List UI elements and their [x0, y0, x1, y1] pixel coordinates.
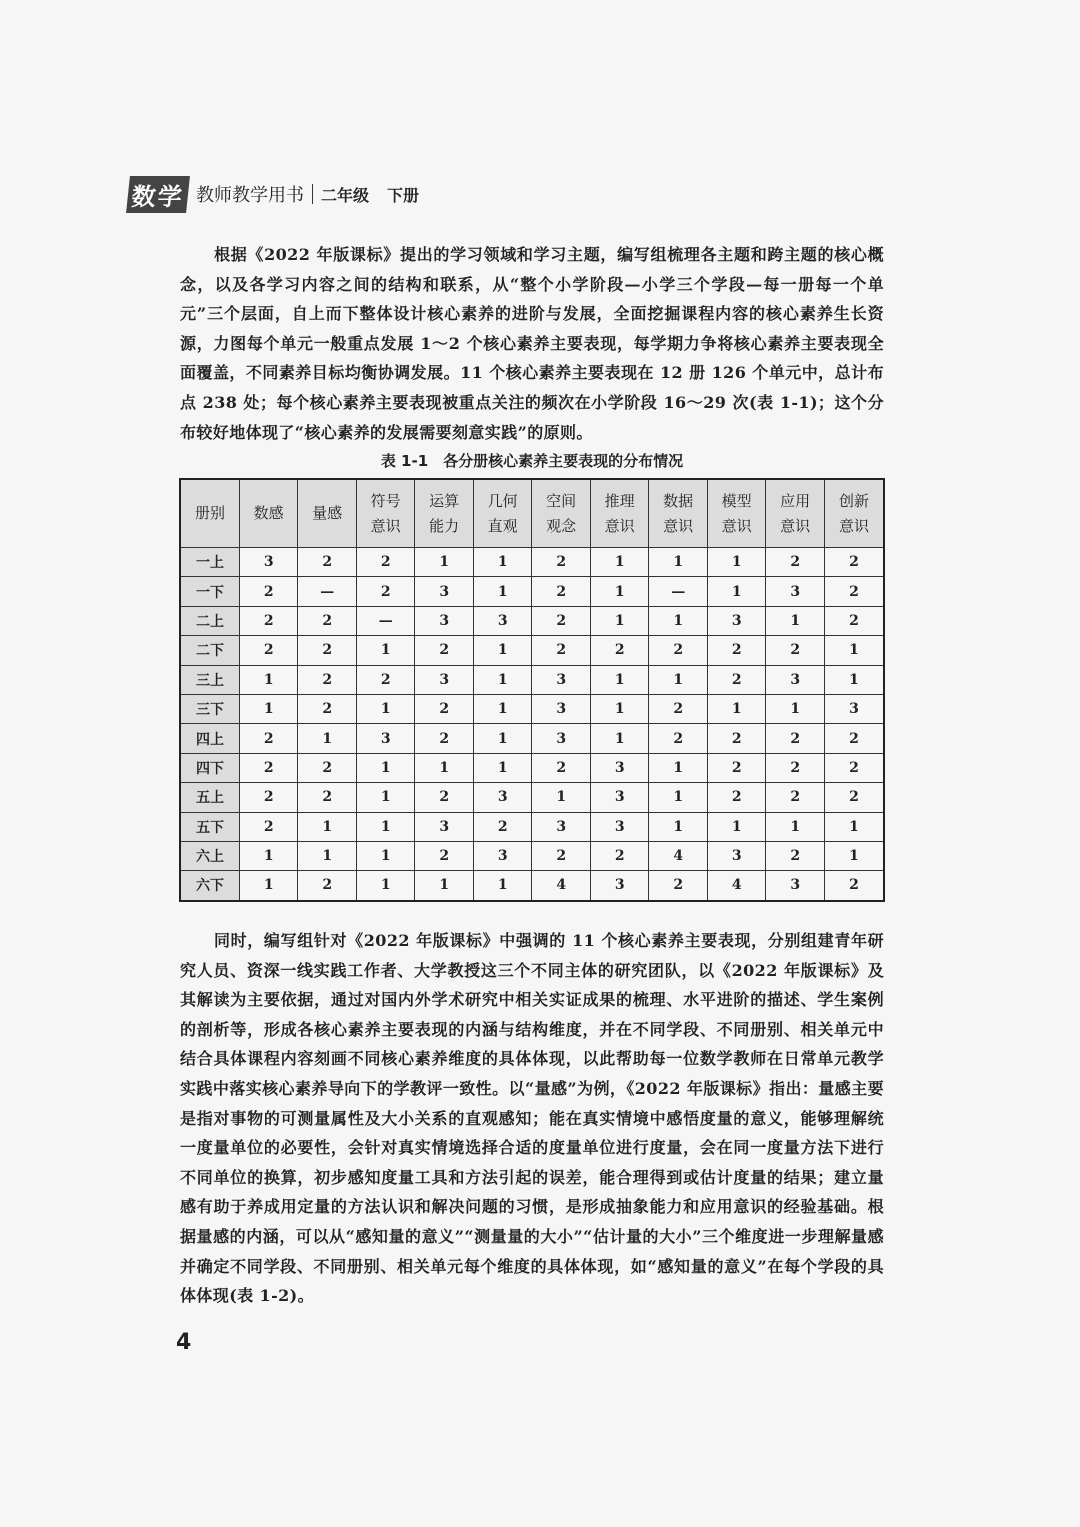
- table-cell: 2: [707, 783, 766, 812]
- column-header-line: 意识: [838, 516, 869, 535]
- table-cell: 2: [766, 783, 825, 812]
- table-cell: 1: [824, 665, 884, 694]
- volume-label: 下册: [387, 185, 420, 205]
- table-cell: 2: [298, 606, 357, 635]
- table-cell: 2: [824, 724, 884, 753]
- table-cell: 2: [415, 783, 474, 812]
- table-cell: 1: [707, 812, 766, 841]
- table-cell: 2: [415, 724, 474, 753]
- column-header: [415, 479, 474, 548]
- table-cell: 2: [532, 606, 591, 635]
- table-cell: 1: [766, 812, 825, 841]
- table-cell: 2: [766, 724, 825, 753]
- row-header-cell: 一上: [180, 548, 239, 577]
- table-cell: 3: [532, 812, 591, 841]
- table-row: [180, 724, 884, 753]
- column-header: [298, 479, 357, 548]
- table-cell: 2: [415, 841, 474, 870]
- column-header-line: 数据: [663, 491, 694, 510]
- column-header: [707, 479, 766, 548]
- table-cell: 2: [239, 606, 298, 635]
- table-row: [180, 812, 884, 841]
- table-cell: 2: [298, 753, 357, 782]
- table-cell: 2: [707, 665, 766, 694]
- column-header-line: 运算: [429, 491, 460, 510]
- table-cell: 1: [415, 548, 474, 577]
- table-cell: 1: [473, 753, 532, 782]
- table-cell: 3: [707, 841, 766, 870]
- table-cell: 3: [590, 753, 649, 782]
- table-cell: 1: [473, 548, 532, 577]
- table-row: [180, 871, 884, 901]
- table-cell: 2: [356, 577, 415, 606]
- table-cell: 3: [707, 606, 766, 635]
- table-cell: 1: [356, 694, 415, 723]
- table-cell: 2: [649, 694, 708, 723]
- table-cell: 3: [532, 694, 591, 723]
- table-cell: 2: [298, 783, 357, 812]
- table-cell: 2: [415, 694, 474, 723]
- column-header-line: 量感: [312, 504, 343, 522]
- table-cell: 2: [239, 636, 298, 665]
- table-cell: 2: [298, 694, 357, 723]
- table-cell: 4: [532, 871, 591, 901]
- table-cell: —: [298, 577, 357, 606]
- book-logo: 数学: [126, 176, 190, 213]
- table-cell: 1: [415, 871, 474, 901]
- table-cell: 2: [824, 783, 884, 812]
- column-header-line: 应用: [780, 491, 811, 510]
- table-row: [180, 665, 884, 694]
- row-header-cell: 二上: [180, 606, 239, 635]
- table-cell: 1: [239, 694, 298, 723]
- column-header-line: 意识: [721, 516, 752, 535]
- table-cell: 1: [649, 753, 708, 782]
- table-row: [180, 606, 884, 635]
- table-cell: 2: [532, 636, 591, 665]
- table-cell: 2: [473, 812, 532, 841]
- column-header-line: 能力: [429, 516, 460, 535]
- table-cell: 1: [473, 871, 532, 901]
- distribution-table: [179, 478, 885, 902]
- table-row: [180, 753, 884, 782]
- table-cell: 2: [532, 753, 591, 782]
- table-row: [180, 694, 884, 723]
- table-cell: 2: [766, 636, 825, 665]
- table-cell: 1: [532, 783, 591, 812]
- table-cell: 2: [356, 548, 415, 577]
- table-cell: 2: [298, 548, 357, 577]
- running-header: [128, 176, 419, 212]
- column-header: [356, 479, 415, 548]
- table-cell: 3: [415, 665, 474, 694]
- header-divider: [312, 184, 313, 204]
- table-cell: 2: [298, 871, 357, 901]
- row-header-cell: 四上: [180, 724, 239, 753]
- table-cell: 1: [649, 783, 708, 812]
- table-cell: 1: [707, 548, 766, 577]
- table-cell: 1: [473, 665, 532, 694]
- row-header-cell: 三上: [180, 665, 239, 694]
- column-header-line: 空间: [546, 491, 577, 510]
- row-header-cell: 三下: [180, 694, 239, 723]
- table-cell: 1: [473, 636, 532, 665]
- table-cell: 1: [473, 694, 532, 723]
- column-header-line: 推理: [604, 491, 635, 510]
- table-cell: 1: [766, 694, 825, 723]
- column-header-line: 模型: [721, 491, 752, 510]
- table-cell: 2: [356, 665, 415, 694]
- column-header-line: 意识: [780, 516, 811, 535]
- table-cell: 3: [473, 783, 532, 812]
- table-cell: 1: [298, 724, 357, 753]
- row-header-cell: 五下: [180, 812, 239, 841]
- table-cell: 2: [532, 841, 591, 870]
- table-cell: 2: [239, 577, 298, 606]
- row-header-cell: 一下: [180, 577, 239, 606]
- table-cell: 2: [649, 724, 708, 753]
- table-row: [180, 841, 884, 870]
- table-cell: 3: [239, 548, 298, 577]
- table-cell: 2: [298, 636, 357, 665]
- table-cell: 2: [824, 548, 884, 577]
- table-cell: 3: [532, 724, 591, 753]
- table-cell: 1: [590, 548, 649, 577]
- body-paragraph-1: 根据《2022 年版课标》提出的学习领域和学习主题，编写组梳理各主题和跨主题的核心概念，以及各学习内容之间的结构和联系，从“整个小学阶段—小学三个学段—每一册每一个单元”三个层面，自上而下整体设计核心素养的进阶与发展，全面挖掘课程内容的核心素养生长资源，力图每个单元一般重点发展 1～2 个核心素养主要表现，每学期力争将核心素养主要表现全面覆盖，不同素养目标均衡协调发展。11 个核心素养主要表现在 12 册 126 个单元中，总计布点 238 处；每个核心素养主要表现被重点关注的频次在小学阶段 16～29 次(表 1-1)；这个分布较好地体现了“核心素养的发展需要刻意实践”的原则。: [180, 245, 884, 442]
- table-cell: 1: [356, 783, 415, 812]
- table-cell: 2: [824, 753, 884, 782]
- table-cell: 3: [766, 577, 825, 606]
- table-cell: 2: [415, 636, 474, 665]
- table-cell: 3: [415, 812, 474, 841]
- column-header-line: 直观: [487, 516, 518, 535]
- table-cell: 1: [649, 606, 708, 635]
- table-cell: 1: [824, 636, 884, 665]
- table-cell: 1: [239, 871, 298, 901]
- table-row: [180, 636, 884, 665]
- table-row: [180, 577, 884, 606]
- table-cell: 1: [766, 606, 825, 635]
- column-header-line: 创新: [838, 491, 869, 510]
- column-header-line: 册别: [194, 504, 225, 522]
- column-header-line: 几何: [487, 491, 518, 510]
- table-cell: 1: [707, 577, 766, 606]
- table-cell: 1: [415, 753, 474, 782]
- row-header-cell: 六上: [180, 841, 239, 870]
- table-cell: 1: [356, 812, 415, 841]
- table-cell: 1: [707, 694, 766, 723]
- column-header: [180, 479, 239, 548]
- table-cell: 2: [239, 812, 298, 841]
- table-cell: 3: [590, 783, 649, 812]
- table-cell: 2: [239, 783, 298, 812]
- table-cell: 2: [824, 606, 884, 635]
- column-header: [473, 479, 532, 548]
- table-cell: 2: [707, 724, 766, 753]
- table-cell: 2: [649, 871, 708, 901]
- table-cell: 1: [356, 753, 415, 782]
- row-header-cell: 六下: [180, 871, 239, 901]
- table-cell: 1: [298, 841, 357, 870]
- column-header-line: 意识: [604, 516, 635, 535]
- table-cell: 3: [356, 724, 415, 753]
- column-header: [649, 479, 708, 548]
- column-header-line: 意识: [370, 516, 401, 535]
- table-cell: 4: [649, 841, 708, 870]
- table-cell: 1: [649, 812, 708, 841]
- table-cell: 2: [532, 548, 591, 577]
- table-cell: 1: [356, 871, 415, 901]
- table-cell: 1: [590, 577, 649, 606]
- table-cell: 3: [824, 694, 884, 723]
- row-header-cell: 二下: [180, 636, 239, 665]
- column-header-line: 符号: [370, 491, 401, 510]
- table-cell: 2: [824, 871, 884, 901]
- table-cell: 1: [824, 841, 884, 870]
- table-cell: 1: [649, 548, 708, 577]
- column-header: [590, 479, 649, 548]
- table-cell: 2: [649, 636, 708, 665]
- page-number: 4: [176, 1330, 192, 1355]
- table-cell: —: [649, 577, 708, 606]
- book-title: 教师教学用书: [196, 185, 304, 206]
- table-cell: 3: [590, 871, 649, 901]
- table-cell: 1: [298, 812, 357, 841]
- table-cell: 1: [473, 724, 532, 753]
- table-cell: 1: [239, 665, 298, 694]
- column-header: [824, 479, 884, 548]
- table-cell: 4: [707, 871, 766, 901]
- table-cell: 3: [415, 606, 474, 635]
- table-cell: 2: [239, 753, 298, 782]
- table-cell: 2: [707, 636, 766, 665]
- table-cell: 2: [824, 577, 884, 606]
- table-cell: 2: [239, 724, 298, 753]
- table-cell: 3: [590, 812, 649, 841]
- table-cell: 1: [590, 606, 649, 635]
- body-paragraph-2: 同时，编写组针对《2022 年版课标》中强调的 11 个核心素养主要表现，分别组建青年研究人员、资深一线实践工作者、大学教授这三个不同主体的研究团队，以《2022 年版课标》及其解读为主要依据，通过对国内外学术研究中相关实证成果的梳理、水平进阶的描述、学生案例的剖析等，形成各核心素养主要表现的内涵与结构维度，并在不同学段、不同册别、相关单元中结合具体课程内容刻画不同核心素养维度的具体体现，以此帮助每一位数学教师在日常单元教学实践中落实核心素养导向下的学教评一致性。以“量感”为例，《2022 年版课标》指出：量感主要是指对事物的可测量属性及大小关系的直观感知；能在真实情境中感悟度量的意义，能够理解统一度量单位的必要性，会针对真实情境选择合适的度量单位进行度量，会在同一度量方法下进行不同单位的换算，初步感知度量工具和方法引起的误差，能合理得到或估计度量的结果；建立量感有助于养成用定量的方法认识和解决问题的习惯，是形成抽象能力和应用意识的经验基础。根据量感的内涵，可以从“感知量的意义”“测量量的大小”“估计量的大小”三个维度进一步理解量感并确定不同学段、不同册别、相关单元每个维度的具体体现，如“感知量的意义”在每个学段的具体体现(表 1-2)。: [180, 931, 884, 1306]
- table-caption: 表 1-1 各分册核心素养主要表现的分布情况: [380, 452, 684, 470]
- column-header: [239, 479, 298, 548]
- row-header-cell: 五上: [180, 783, 239, 812]
- table-cell: 2: [766, 548, 825, 577]
- table-body: [180, 548, 884, 901]
- table-cell: 3: [473, 841, 532, 870]
- table-cell: 3: [766, 871, 825, 901]
- row-header-cell: 四下: [180, 753, 239, 782]
- table-row: [180, 783, 884, 812]
- table-cell: 1: [590, 694, 649, 723]
- grade-label: 二年级: [321, 185, 370, 205]
- column-header: [532, 479, 591, 548]
- table-cell: 1: [590, 665, 649, 694]
- table-cell: 1: [824, 812, 884, 841]
- table-cell: 2: [590, 636, 649, 665]
- table-cell: 2: [298, 665, 357, 694]
- table-cell: 3: [532, 665, 591, 694]
- table-cell: 1: [590, 724, 649, 753]
- table-cell: —: [356, 606, 415, 635]
- table-cell: 2: [707, 753, 766, 782]
- column-header: [766, 479, 825, 548]
- table-cell: 1: [473, 577, 532, 606]
- table-header-row: [180, 479, 884, 548]
- table-cell: 1: [356, 636, 415, 665]
- column-header-line: 数感: [253, 504, 284, 522]
- table-row: [180, 548, 884, 577]
- table-cell: 2: [590, 841, 649, 870]
- table-cell: 2: [766, 753, 825, 782]
- column-header-line: 意识: [663, 516, 694, 535]
- column-header-line: 观念: [546, 516, 577, 535]
- table-cell: 2: [532, 577, 591, 606]
- table-cell: 2: [766, 841, 825, 870]
- table-cell: 1: [649, 665, 708, 694]
- table-cell: 3: [766, 665, 825, 694]
- table-cell: 1: [239, 841, 298, 870]
- table-cell: 3: [415, 577, 474, 606]
- table-cell: 3: [473, 606, 532, 635]
- table-cell: 1: [356, 841, 415, 870]
